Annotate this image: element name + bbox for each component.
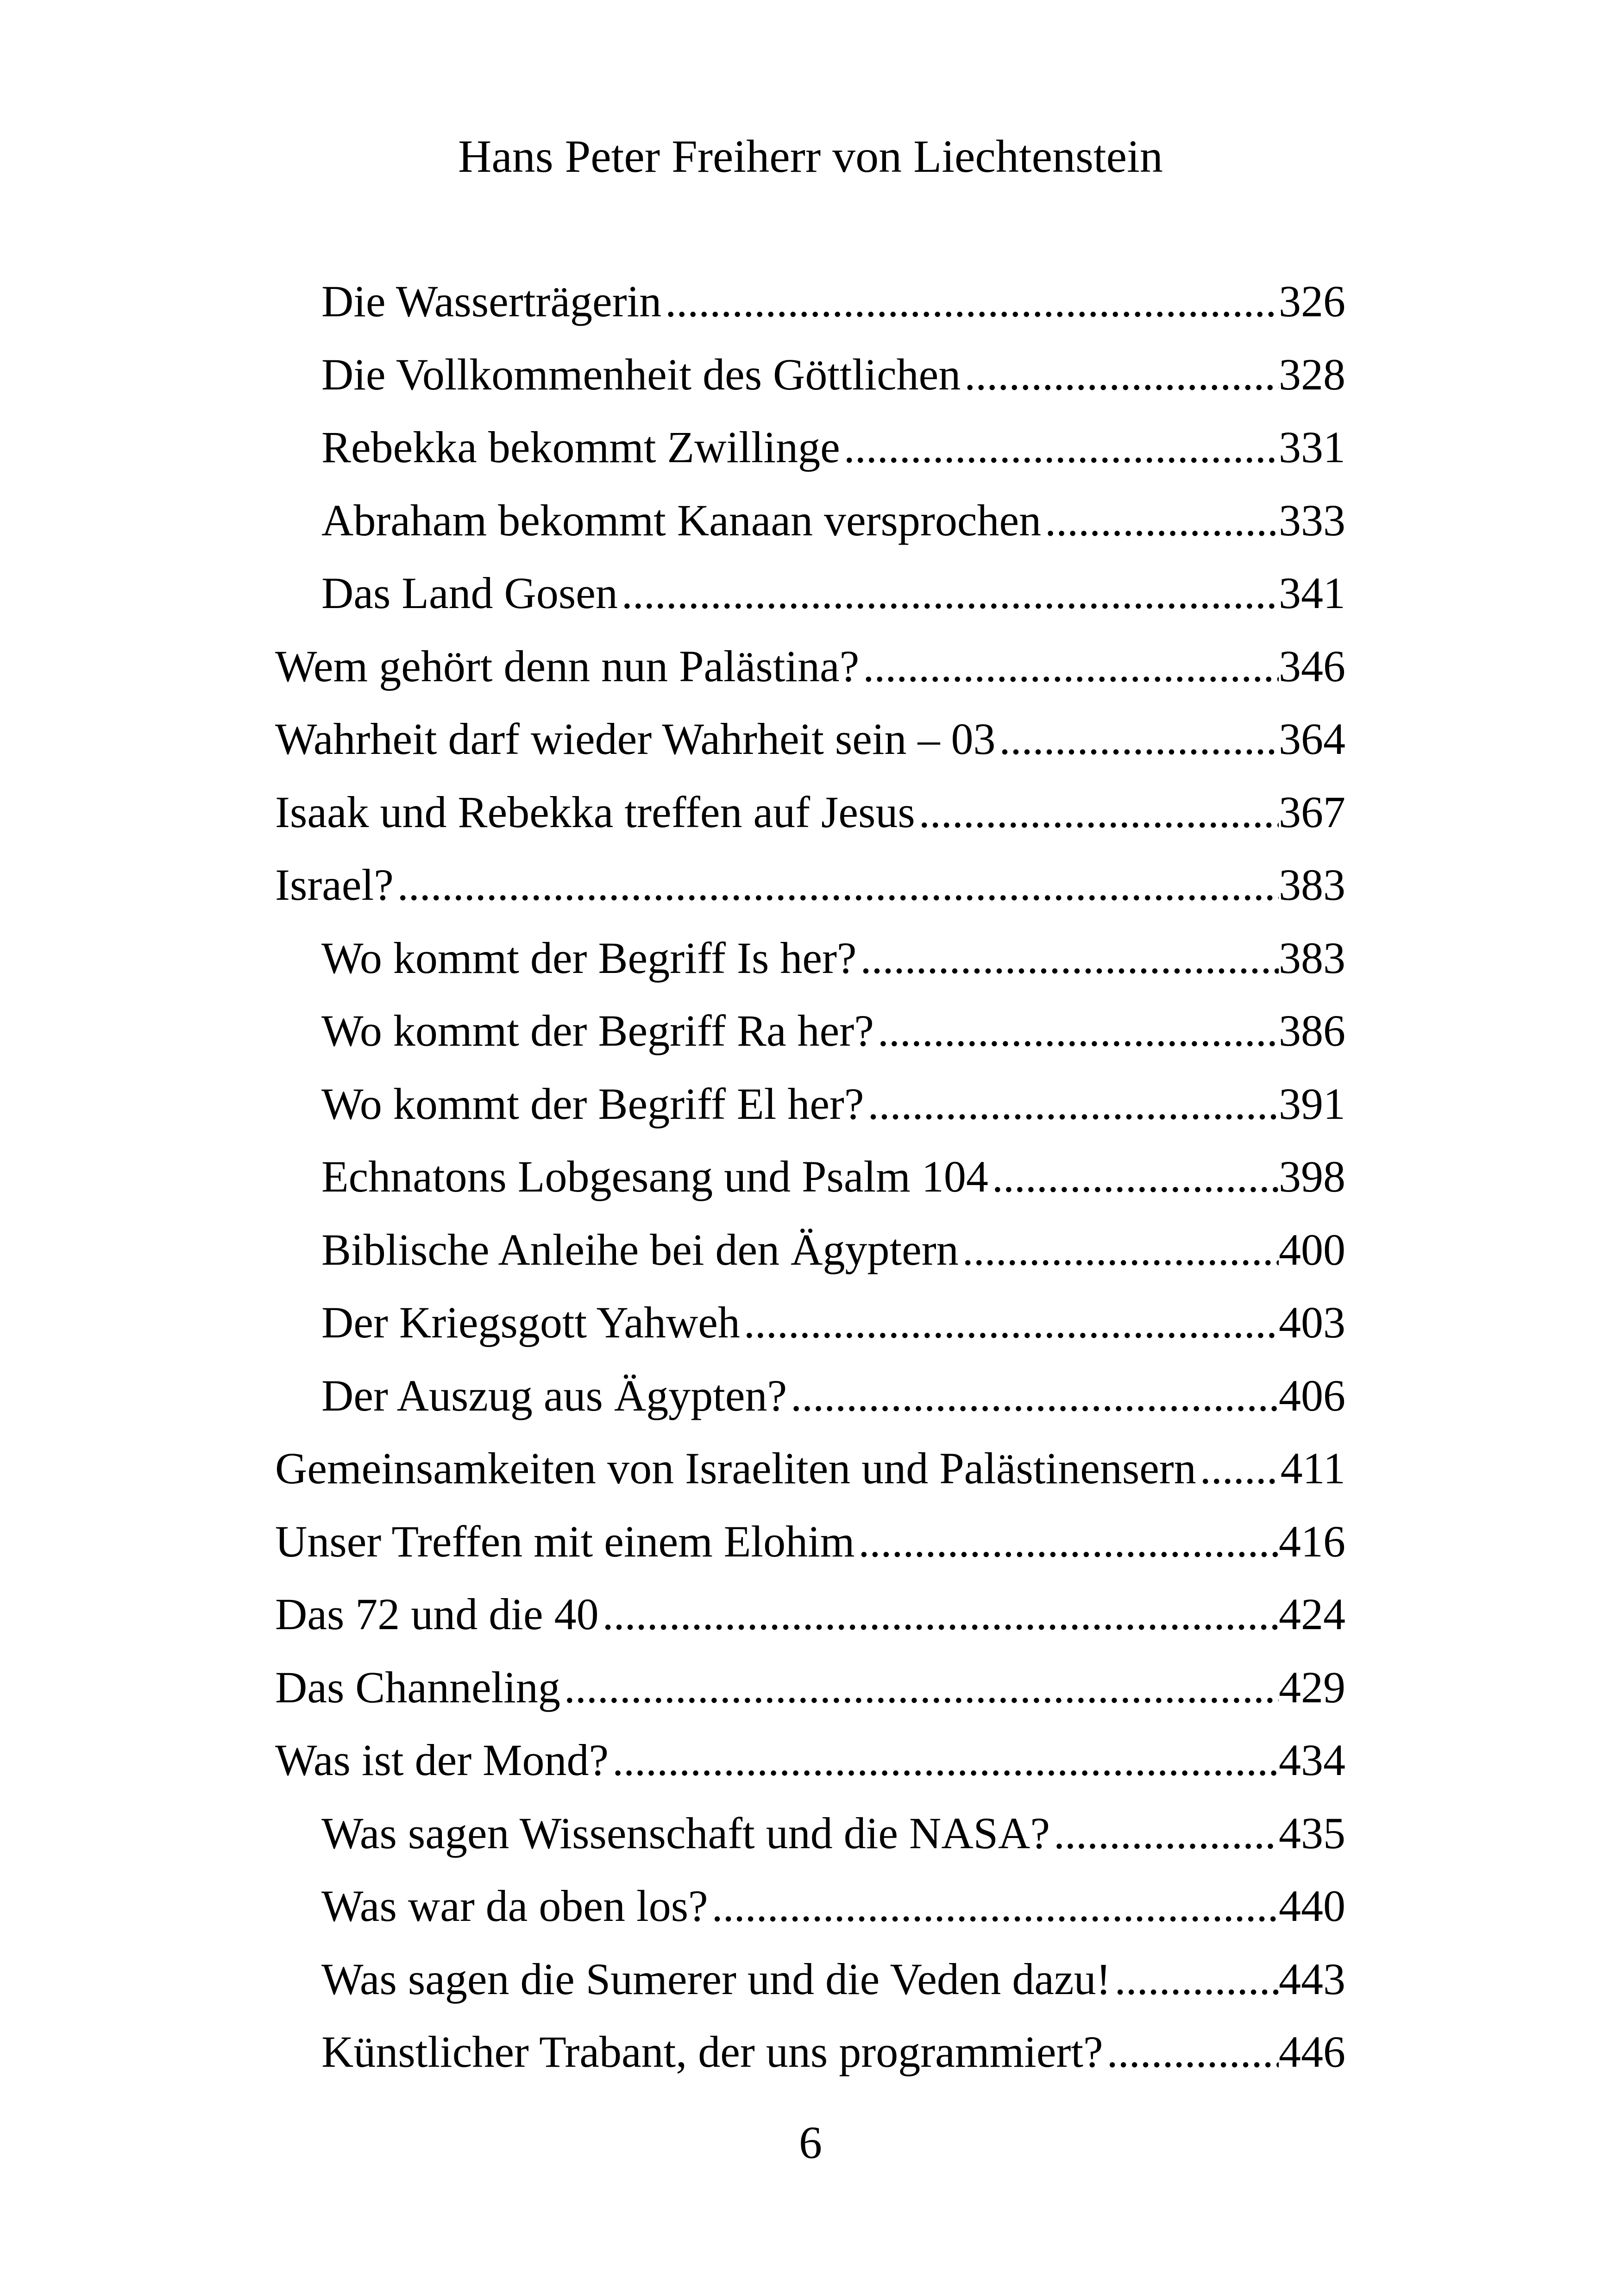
toc-entry[interactable] (275, 1943, 1345, 2016)
toc-entry-page: 424 (1279, 1589, 1345, 1639)
running-header: Hans Peter Freiherr von Liechtenstein (458, 131, 1163, 182)
toc-entry-page: 326 (1279, 276, 1345, 326)
toc-entry-page: 446 (1279, 2027, 1345, 2076)
toc-entry[interactable] (275, 2015, 1345, 2089)
toc-entry[interactable] (275, 338, 1345, 411)
toc-leader-dots (857, 922, 1279, 995)
toc-entry-title: Rebekka bekommt Zwillinge (321, 422, 840, 472)
toc-entry-page: 383 (1279, 933, 1345, 983)
toc-entry-page: 367 (1279, 787, 1345, 837)
toc-entry-title: Wo kommt der Begriff Is her? (321, 933, 857, 983)
toc-entry-title: Künstlicher Trabant, der uns programmiert? (321, 2027, 1103, 2076)
toc-entry-page: 386 (1279, 1006, 1345, 1055)
toc-entry[interactable] (275, 1213, 1345, 1286)
toc-entry[interactable] (275, 922, 1345, 995)
toc-leader-dots (599, 1578, 1279, 1651)
toc-leader-dots (787, 1359, 1279, 1432)
toc-entry-title: Die Vollkommenheit des Göttlichen (321, 349, 961, 399)
toc-entry[interactable] (275, 265, 1345, 338)
toc-entry-page: 341 (1279, 568, 1345, 618)
toc-entry-page: 328 (1279, 349, 1345, 399)
toc-entry[interactable] (275, 1505, 1345, 1578)
toc-entry[interactable] (275, 630, 1345, 703)
toc-entry-title: Das Land Gosen (321, 568, 618, 618)
toc-entry-page: 383 (1279, 860, 1345, 910)
toc-leader-dots (988, 1140, 1279, 1213)
toc-leader-dots (874, 994, 1279, 1067)
toc-leader-dots (840, 411, 1279, 484)
table-of-contents (275, 265, 1345, 2089)
toc-entry[interactable] (275, 411, 1345, 484)
toc-entry-title: Der Auszug aus Ägypten? (321, 1370, 787, 1420)
toc-entry[interactable] (275, 1140, 1345, 1213)
toc-entry[interactable] (275, 1724, 1345, 1797)
toc-entry-page: 411 (1280, 1443, 1345, 1493)
toc-leader-dots (864, 1067, 1279, 1141)
toc-entry-page: 416 (1279, 1516, 1345, 1566)
toc-entry[interactable] (275, 776, 1345, 849)
toc-entry-page: 364 (1279, 714, 1345, 764)
toc-entry-page: 406 (1279, 1370, 1345, 1420)
toc-entry-title: Gemeinsamkeiten von Israeliten und Palästinensern (275, 1443, 1196, 1493)
toc-leader-dots (959, 1213, 1279, 1286)
toc-entry[interactable] (275, 1067, 1345, 1141)
toc-entry-page: 443 (1279, 1954, 1345, 2004)
toc-entry-title: Die Wasserträgerin (321, 276, 662, 326)
toc-entry-title: Isaak und Rebekka treffen auf Jesus (275, 787, 915, 837)
toc-leader-dots (560, 1651, 1279, 1724)
toc-leader-dots (859, 630, 1279, 703)
toc-entry[interactable] (275, 1359, 1345, 1432)
toc-leader-dots (1041, 484, 1279, 557)
toc-leader-dots (961, 338, 1279, 411)
toc-entry-page: 440 (1279, 1881, 1345, 1931)
toc-entry-title: Biblische Anleihe bei den Ägyptern (321, 1224, 959, 1274)
toc-entry-page: 434 (1279, 1735, 1345, 1785)
toc-entry-page: 333 (1279, 495, 1345, 545)
toc-entry-page: 331 (1279, 422, 1345, 472)
toc-entry-page: 429 (1279, 1662, 1345, 1712)
toc-entry-title: Was ist der Mond? (275, 1735, 609, 1785)
toc-leader-dots (996, 703, 1279, 776)
toc-leader-dots (854, 1505, 1279, 1578)
toc-entry-page: 398 (1279, 1152, 1345, 1201)
toc-entry[interactable] (275, 1797, 1345, 1870)
toc-entry-title: Unser Treffen mit einem Elohim (275, 1516, 855, 1566)
toc-entry-title: Das 72 und die 40 (275, 1589, 599, 1639)
toc-entry-title: Was sagen Wissenschaft und die NASA? (321, 1808, 1050, 1858)
toc-entry[interactable] (275, 557, 1345, 630)
toc-entry-title: Wem gehört denn nun Palästina? (275, 641, 860, 691)
toc-entry[interactable] (275, 1578, 1345, 1651)
toc-entry-page: 346 (1279, 641, 1345, 691)
toc-entry-title: Abraham bekommt Kanaan versprochen (321, 495, 1042, 545)
toc-leader-dots (609, 1724, 1279, 1797)
toc-leader-dots (1111, 1943, 1279, 2016)
toc-leader-dots (708, 1869, 1279, 1943)
toc-leader-dots (618, 557, 1279, 630)
toc-entry[interactable] (275, 1286, 1345, 1359)
toc-entry-page: 400 (1279, 1224, 1345, 1274)
toc-entry-title: Das Channeling (275, 1662, 560, 1712)
toc-entry-title: Wahrheit darf wieder Wahrheit sein – 03 (275, 714, 996, 764)
toc-entry-title: Wo kommt der Begriff El her? (321, 1079, 864, 1129)
toc-entry[interactable] (275, 1651, 1345, 1724)
toc-entry[interactable] (275, 703, 1345, 776)
toc-entry-title: Was sagen die Sumerer und die Veden dazu! (321, 1954, 1111, 2004)
toc-leader-dots (394, 848, 1279, 922)
toc-entry[interactable] (275, 848, 1345, 922)
toc-entry-page: 391 (1279, 1079, 1345, 1129)
toc-entry-page: 403 (1279, 1298, 1345, 1347)
toc-entry[interactable] (275, 994, 1345, 1067)
toc-leader-dots (740, 1286, 1279, 1359)
toc-entry-title: Was war da oben los? (321, 1881, 708, 1931)
toc-entry-title: Echnatons Lobgesang und Psalm 104 (321, 1152, 988, 1201)
toc-leader-dots (1050, 1797, 1279, 1870)
toc-entry-page: 435 (1279, 1808, 1345, 1858)
toc-entry-title: Der Kriegsgott Yahweh (321, 1298, 740, 1347)
toc-entry[interactable] (275, 484, 1345, 557)
toc-entry[interactable] (275, 1869, 1345, 1943)
toc-leader-dots (1196, 1432, 1281, 1505)
toc-leader-dots (1103, 2015, 1279, 2089)
toc-entry-title: Wo kommt der Begriff Ra her? (321, 1006, 874, 1055)
toc-leader-dots (915, 776, 1279, 849)
toc-entry[interactable] (275, 1432, 1345, 1505)
toc-leader-dots (661, 265, 1279, 338)
toc-entry-title: Israel? (275, 860, 394, 910)
page-number: 6 (799, 2117, 822, 2168)
